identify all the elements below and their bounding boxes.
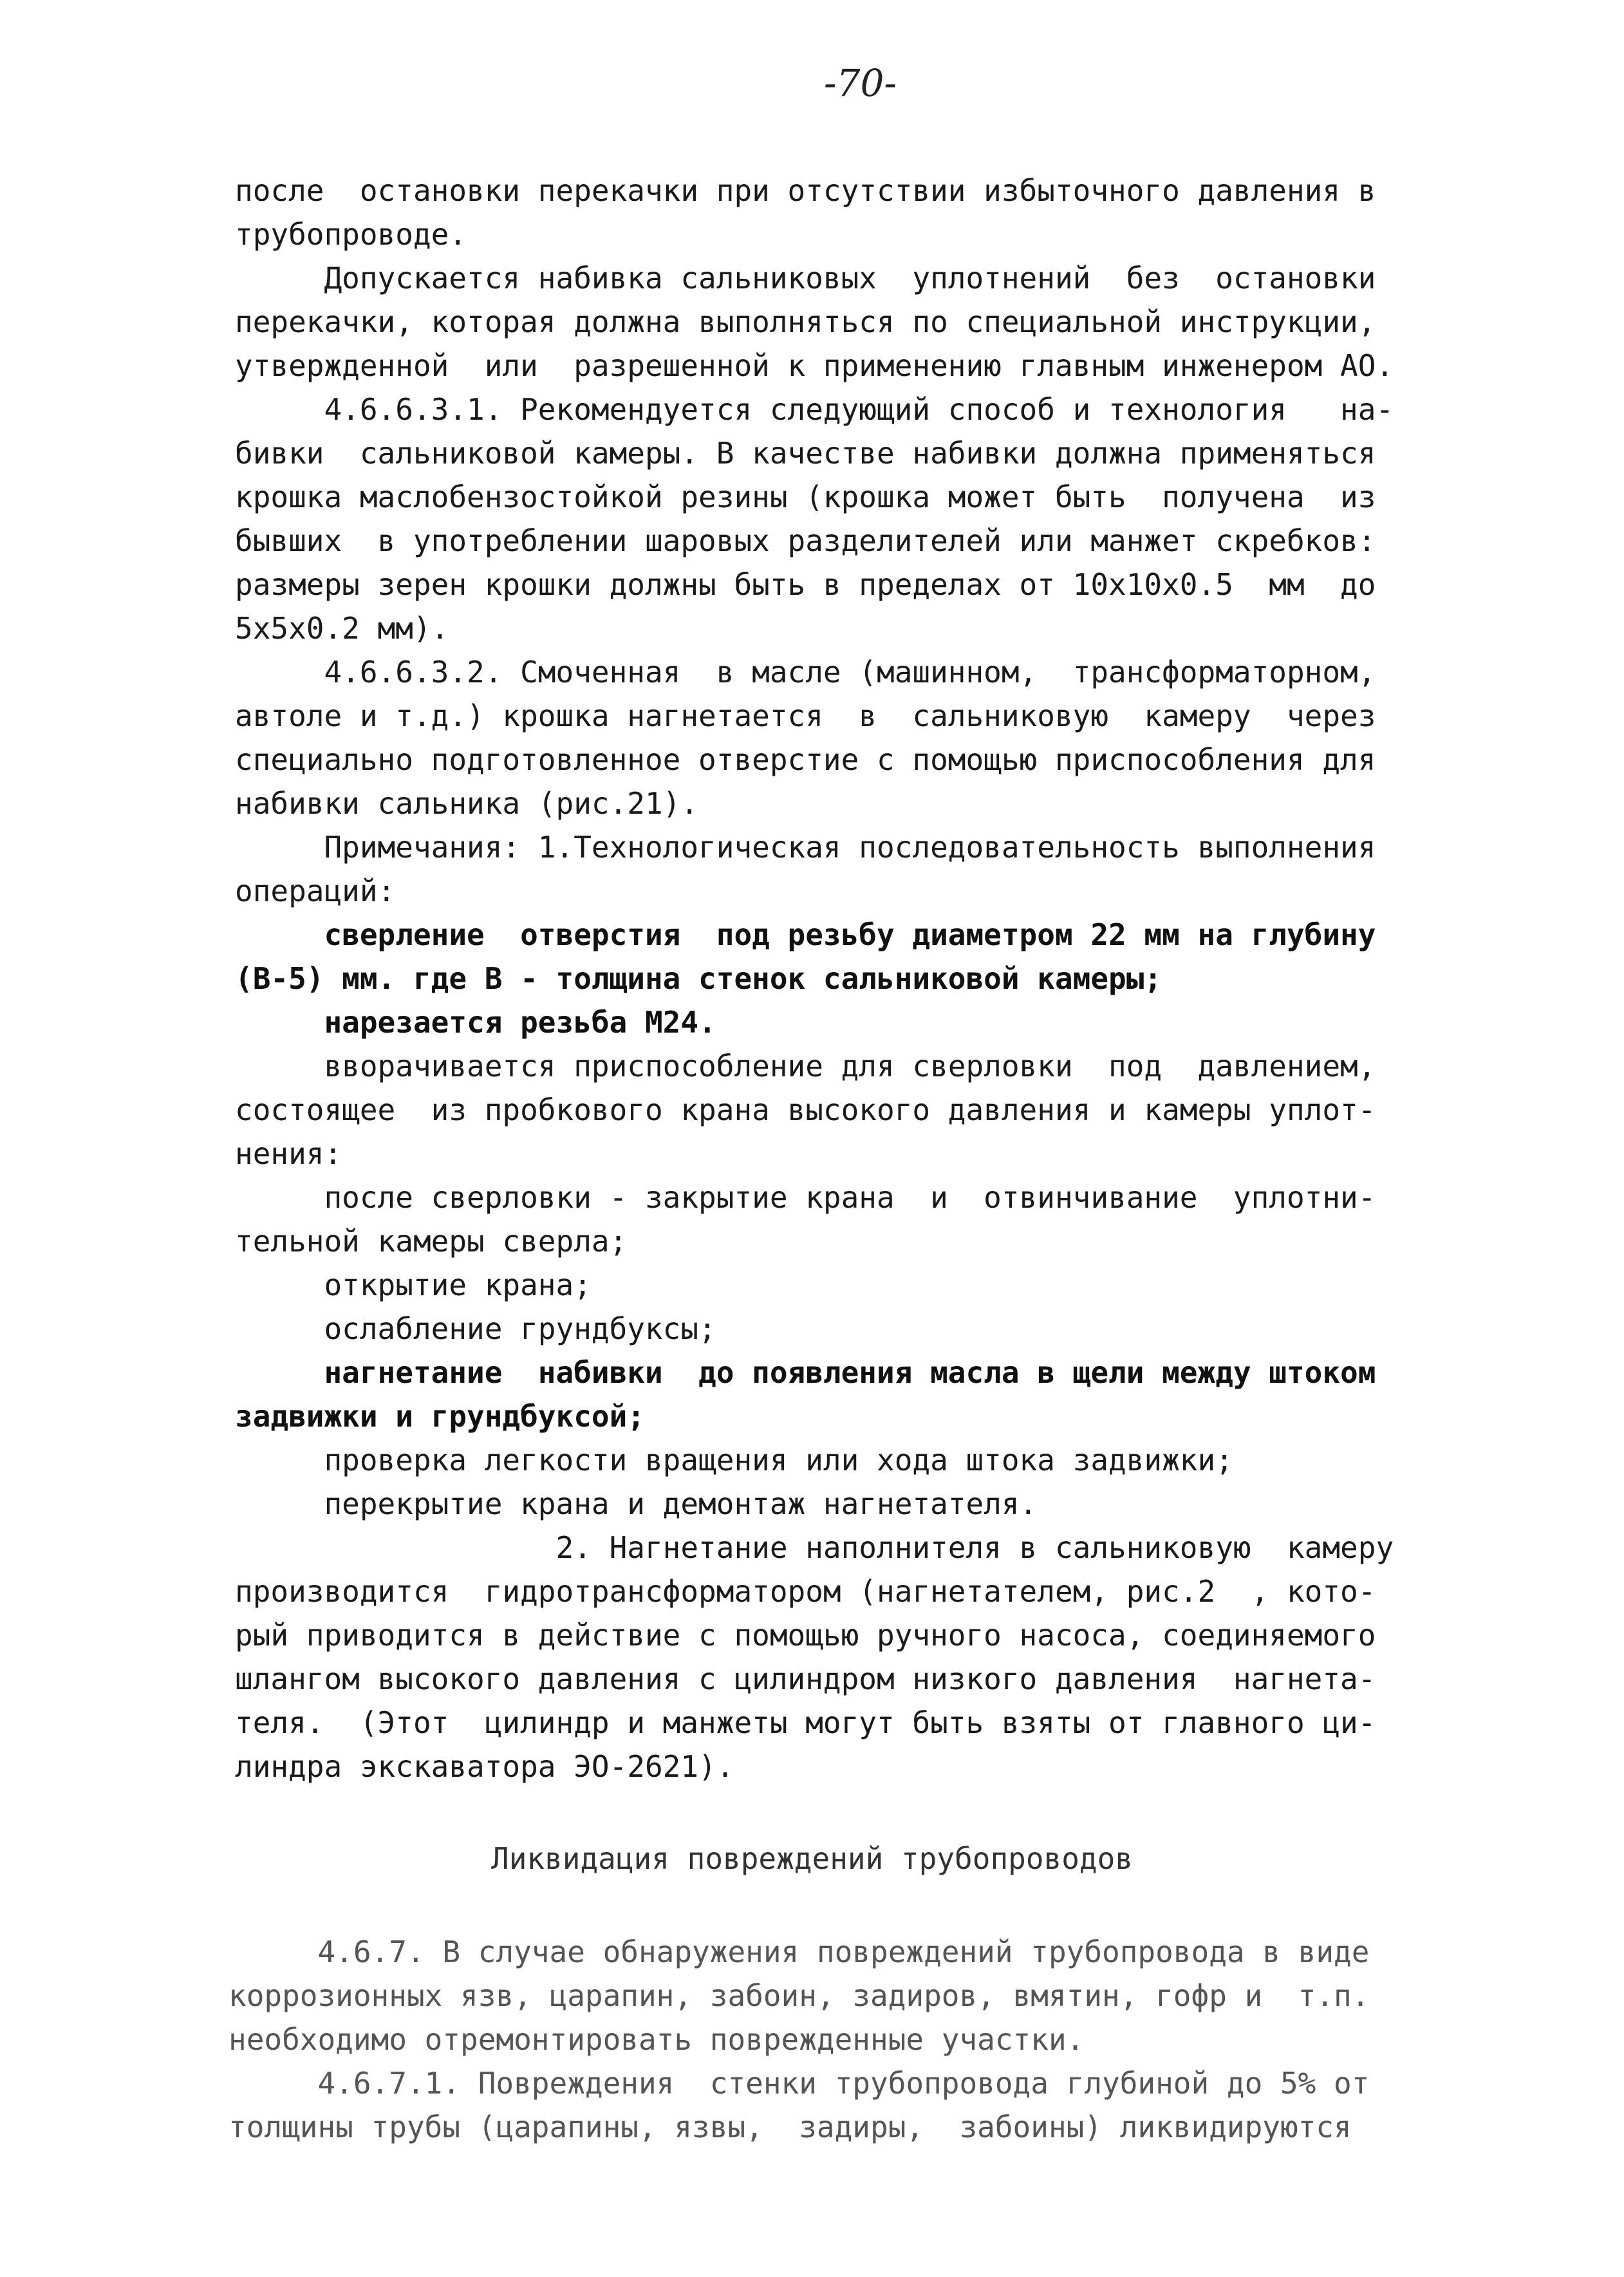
text-line: трубопроводе. <box>235 217 467 252</box>
operation-line: задвижки и грундбуксой; <box>235 1399 645 1434</box>
operation-line: нарезается резьба М24. <box>235 1005 716 1040</box>
text-line: набивки сальника (рис.21). <box>235 786 699 821</box>
text-line: Допускается набивка сальниковых уплотнений без остановки <box>235 261 1376 295</box>
text-line: 4.6.6.3.1. Рекомендуется следующий способ и технология на- <box>235 392 1394 427</box>
text-line: специально подготовленное отверстие с помощью приспособления для <box>235 742 1376 777</box>
operation-line: перекрытие крана и демонтаж нагнетателя. <box>235 1486 1038 1521</box>
text-line: толщины трубы (царапины, язвы, задиры, забоины) ликвидируются <box>229 2110 1352 2144</box>
text-line: после остановки перекачки при отсутствии избыточного давления в <box>235 173 1376 208</box>
text-line: утвержденной или разрешенной к применению главным инженером АО. <box>235 348 1394 383</box>
operation-line: нения: <box>235 1136 342 1171</box>
text-line: бывших в употреблении шаровых разделителей или манжет скребков: <box>235 523 1376 558</box>
section-heading: Ликвидация повреждений трубопроводов <box>491 1841 1133 1876</box>
text-line: крошка маслобензостойкой резины (крошка может быть получена из <box>235 480 1376 514</box>
operation-line: тельной камеры сверла; <box>235 1224 628 1259</box>
operation-line: ослабление грундбуксы; <box>235 1311 716 1346</box>
operation-line: после сверловки - закрытие крана и отвинчивание уплотни- <box>235 1180 1376 1215</box>
operation-line: нагнетание набивки до появления масла в щели между штоком <box>235 1355 1376 1390</box>
operation-line: теля. (Этот цилиндр и манжеты могут быть взяты от главного ци- <box>235 1705 1376 1740</box>
text-line: бивки сальниковой камеры. В качестве набивки должна применяться <box>235 436 1376 471</box>
text-line: 4.6.7.1. Повреждения стенки трубопровода глубиной до 5% от <box>229 2066 1370 2101</box>
text-line: операций: <box>235 874 396 908</box>
text-line: 4.6.7. В случае обнаружения повреждений трубопровода в виде <box>229 1935 1370 1969</box>
operation-line: проверка легкости вращения или хода штока задвижки; <box>235 1443 1233 1477</box>
operation-line: 2. Нагнетание наполнителя в сальниковую камеру <box>235 1530 1394 1565</box>
text-line: необходимо отремонтировать поврежденные участки. <box>229 2022 1085 2057</box>
operation-line: (В-5) мм. где В - толщина стенок сальниковой камеры; <box>235 961 1162 996</box>
operation-line: вворачивается приспособление для сверловки под давлением, <box>235 1049 1376 1083</box>
body-text-tail <box>229 1930 1490 2149</box>
body-text <box>235 169 1497 1788</box>
operation-line: открытие крана; <box>235 1268 592 1302</box>
text-line: автоле и т.д.) крошка нагнетается в сальниковую камеру через <box>235 698 1376 733</box>
text-line: перекачки, которая должна выполняться по специальной инструкции, <box>235 305 1376 339</box>
operation-line: шлангом высокого давления с цилиндром низкого давления нагнета- <box>235 1662 1376 1696</box>
operation-line: линдра экскаватора ЭО-2621). <box>235 1749 734 1784</box>
operation-line: рый приводится в действие с помощью ручного насоса, соединяемого <box>235 1618 1376 1653</box>
text-line: размеры зерен крошки должны быть в пределах от 10х10х0.5 мм до <box>235 567 1376 602</box>
page-number: -70- <box>824 61 897 105</box>
operation-line: производится гидротрансформатором (нагнетателем, рис.2 , кото- <box>235 1574 1376 1609</box>
operation-line: состоящее из пробкового крана высокого давления и камеры уплот- <box>235 1092 1376 1127</box>
text-line: 5х5х0.2 мм). <box>235 611 449 646</box>
operation-line: сверление отверстия под резьбу диаметром 22 мм на глубину <box>235 917 1376 952</box>
text-line: коррозионных язв, царапин, забоин, задиров, вмятин, гофр и т.п. <box>229 1978 1370 2013</box>
text-line: 4.6.6.3.2. Смоченная в масле (машинном, трансформаторном, <box>235 655 1376 689</box>
text-line: Примечания: 1.Технологическая последовательность выполнения <box>235 830 1376 865</box>
